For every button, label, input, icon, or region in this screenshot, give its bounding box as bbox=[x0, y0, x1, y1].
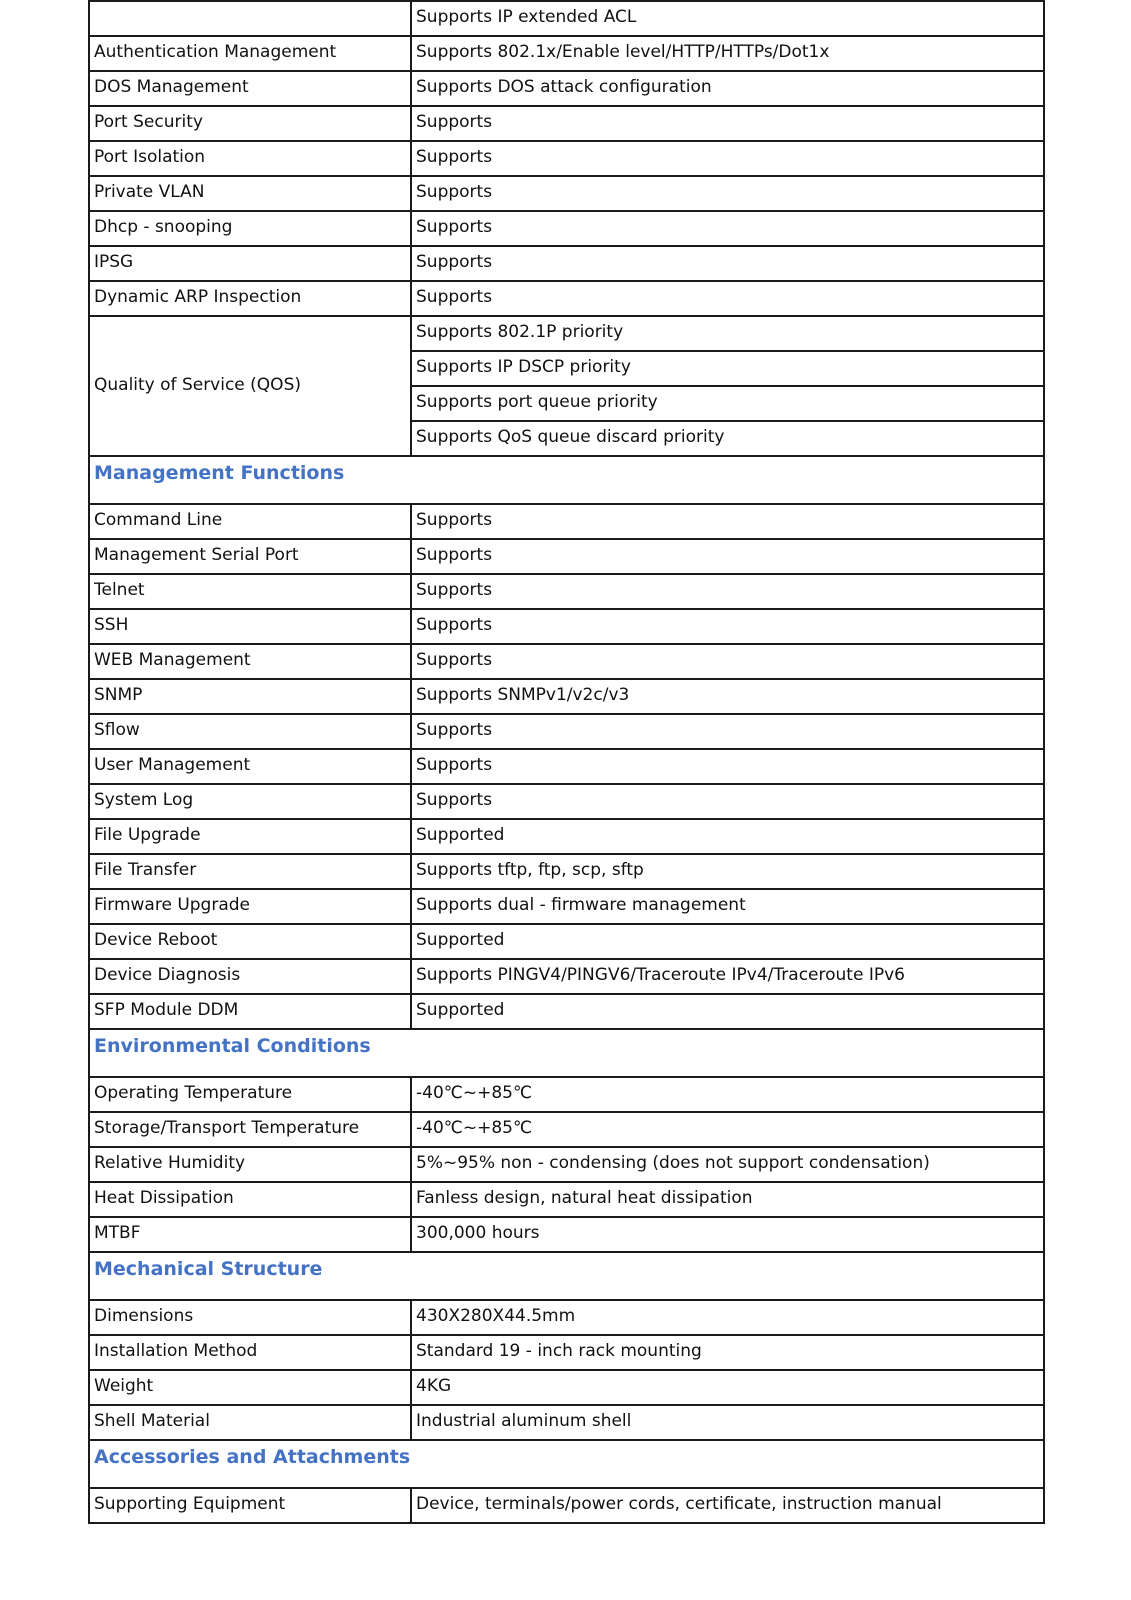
row-value: Supports bbox=[411, 211, 1044, 246]
row-value: Supports SNMPv1/v2c/v3 bbox=[411, 679, 1044, 714]
row-value: Supported bbox=[411, 994, 1044, 1029]
row-value: Supports 802.1x/Enable level/HTTP/HTTPs/Dot1x bbox=[411, 36, 1044, 71]
section-header-row bbox=[89, 456, 1044, 504]
table-row bbox=[89, 1077, 1044, 1112]
table-row bbox=[89, 889, 1044, 924]
row-label: WEB Management bbox=[89, 644, 411, 679]
table-row bbox=[89, 1370, 1044, 1405]
table-row bbox=[89, 71, 1044, 106]
row-value: Fanless design, natural heat dissipation bbox=[411, 1182, 1044, 1217]
row-value: Supported bbox=[411, 924, 1044, 959]
row-value: Supports bbox=[411, 281, 1044, 316]
row-value: Supports bbox=[411, 246, 1044, 281]
section-title: Environmental Conditions bbox=[89, 1029, 1044, 1077]
table-row bbox=[89, 1488, 1044, 1523]
row-value: Supports bbox=[411, 176, 1044, 211]
row-value: 300,000 hours bbox=[411, 1217, 1044, 1252]
row-label: Operating Temperature bbox=[89, 1077, 411, 1112]
row-label: File Transfer bbox=[89, 854, 411, 889]
row-label: Dynamic ARP Inspection bbox=[89, 281, 411, 316]
row-label: Dimensions bbox=[89, 1300, 411, 1335]
row-value: Supports bbox=[411, 714, 1044, 749]
row-value: Supports QoS queue discard priority bbox=[411, 421, 1044, 456]
table-row bbox=[89, 609, 1044, 644]
row-label: Device Reboot bbox=[89, 924, 411, 959]
row-value: Supports bbox=[411, 644, 1044, 679]
table-row bbox=[89, 1, 1044, 36]
row-label: Telnet bbox=[89, 574, 411, 609]
row-value: 430X280X44.5mm bbox=[411, 1300, 1044, 1335]
row-value: Device, terminals/power cords, certificate, instruction manual bbox=[411, 1488, 1044, 1523]
table-row bbox=[89, 246, 1044, 281]
table-row bbox=[89, 854, 1044, 889]
table-row bbox=[89, 176, 1044, 211]
table-row bbox=[89, 994, 1044, 1029]
row-label: Sflow bbox=[89, 714, 411, 749]
table-row bbox=[89, 714, 1044, 749]
row-value: Supports bbox=[411, 784, 1044, 819]
section-title: Accessories and Attachments bbox=[89, 1440, 1044, 1488]
table-row bbox=[89, 784, 1044, 819]
row-label: File Upgrade bbox=[89, 819, 411, 854]
table-row bbox=[89, 106, 1044, 141]
row-label: Supporting Equipment bbox=[89, 1488, 411, 1523]
row-value: Supports dual - firmware management bbox=[411, 889, 1044, 924]
row-value: Supports 802.1P priority bbox=[411, 316, 1044, 351]
row-value: Supports bbox=[411, 106, 1044, 141]
table-row bbox=[89, 1182, 1044, 1217]
row-label: Installation Method bbox=[89, 1335, 411, 1370]
table-row bbox=[89, 141, 1044, 176]
row-label: Shell Material bbox=[89, 1405, 411, 1440]
table-row bbox=[89, 749, 1044, 784]
row-label: Relative Humidity bbox=[89, 1147, 411, 1182]
table-row bbox=[89, 504, 1044, 539]
row-value: Supports port queue priority bbox=[411, 386, 1044, 421]
table-row bbox=[89, 211, 1044, 246]
row-value: Supports bbox=[411, 504, 1044, 539]
row-label: Dhcp - snooping bbox=[89, 211, 411, 246]
row-label: MTBF bbox=[89, 1217, 411, 1252]
row-value: 4KG bbox=[411, 1370, 1044, 1405]
row-value: Supports IP extended ACL bbox=[411, 1, 1044, 36]
row-value: -40℃~+85℃ bbox=[411, 1112, 1044, 1147]
row-label: Command Line bbox=[89, 504, 411, 539]
table-row bbox=[89, 644, 1044, 679]
row-label: Private VLAN bbox=[89, 176, 411, 211]
row-label: System Log bbox=[89, 784, 411, 819]
row-label: Weight bbox=[89, 1370, 411, 1405]
row-label: SFP Module DDM bbox=[89, 994, 411, 1029]
row-label: Heat Dissipation bbox=[89, 1182, 411, 1217]
section-header-row bbox=[89, 1252, 1044, 1300]
spec-table bbox=[88, 0, 1045, 1524]
section-header-row bbox=[89, 1029, 1044, 1077]
qos-label: Quality of Service (QOS) bbox=[89, 316, 411, 456]
table-row bbox=[89, 1405, 1044, 1440]
row-value: Supports tftp, ftp, scp, sftp bbox=[411, 854, 1044, 889]
table-row bbox=[89, 36, 1044, 71]
row-value: 5%~95% non - condensing (does not support condensation) bbox=[411, 1147, 1044, 1182]
row-label: Port Isolation bbox=[89, 141, 411, 176]
table-row bbox=[89, 819, 1044, 854]
table-row bbox=[89, 539, 1044, 574]
table-row bbox=[89, 1147, 1044, 1182]
row-value: Standard 19 - inch rack mounting bbox=[411, 1335, 1044, 1370]
row-value: Industrial aluminum shell bbox=[411, 1405, 1044, 1440]
table-row bbox=[89, 1217, 1044, 1252]
table-row bbox=[89, 281, 1044, 316]
row-value: Supports IP DSCP priority bbox=[411, 351, 1044, 386]
table-row bbox=[89, 574, 1044, 609]
table-row bbox=[89, 1335, 1044, 1370]
row-label: Port Security bbox=[89, 106, 411, 141]
section-title: Management Functions bbox=[89, 456, 1044, 504]
row-value: -40℃~+85℃ bbox=[411, 1077, 1044, 1112]
row-label: Management Serial Port bbox=[89, 539, 411, 574]
table-row bbox=[89, 959, 1044, 994]
row-label: SNMP bbox=[89, 679, 411, 714]
row-value: Supported bbox=[411, 819, 1044, 854]
table-row bbox=[89, 316, 1044, 351]
row-label: Storage/Transport Temperature bbox=[89, 1112, 411, 1147]
row-value: Supports bbox=[411, 574, 1044, 609]
table-row bbox=[89, 1112, 1044, 1147]
row-value: Supports PINGV4/PINGV6/Traceroute IPv4/Traceroute IPv6 bbox=[411, 959, 1044, 994]
row-label bbox=[89, 1, 411, 36]
row-value: Supports bbox=[411, 749, 1044, 784]
row-label: Authentication Management bbox=[89, 36, 411, 71]
row-label: Device Diagnosis bbox=[89, 959, 411, 994]
row-value: Supports bbox=[411, 539, 1044, 574]
table-row bbox=[89, 679, 1044, 714]
row-label: IPSG bbox=[89, 246, 411, 281]
row-label: User Management bbox=[89, 749, 411, 784]
table-row bbox=[89, 924, 1044, 959]
section-header-row bbox=[89, 1440, 1044, 1488]
row-value: Supports bbox=[411, 141, 1044, 176]
row-value: Supports bbox=[411, 609, 1044, 644]
row-label: SSH bbox=[89, 609, 411, 644]
row-value: Supports DOS attack configuration bbox=[411, 71, 1044, 106]
row-label: Firmware Upgrade bbox=[89, 889, 411, 924]
table-row bbox=[89, 1300, 1044, 1335]
row-label: DOS Management bbox=[89, 71, 411, 106]
section-title: Mechanical Structure bbox=[89, 1252, 1044, 1300]
